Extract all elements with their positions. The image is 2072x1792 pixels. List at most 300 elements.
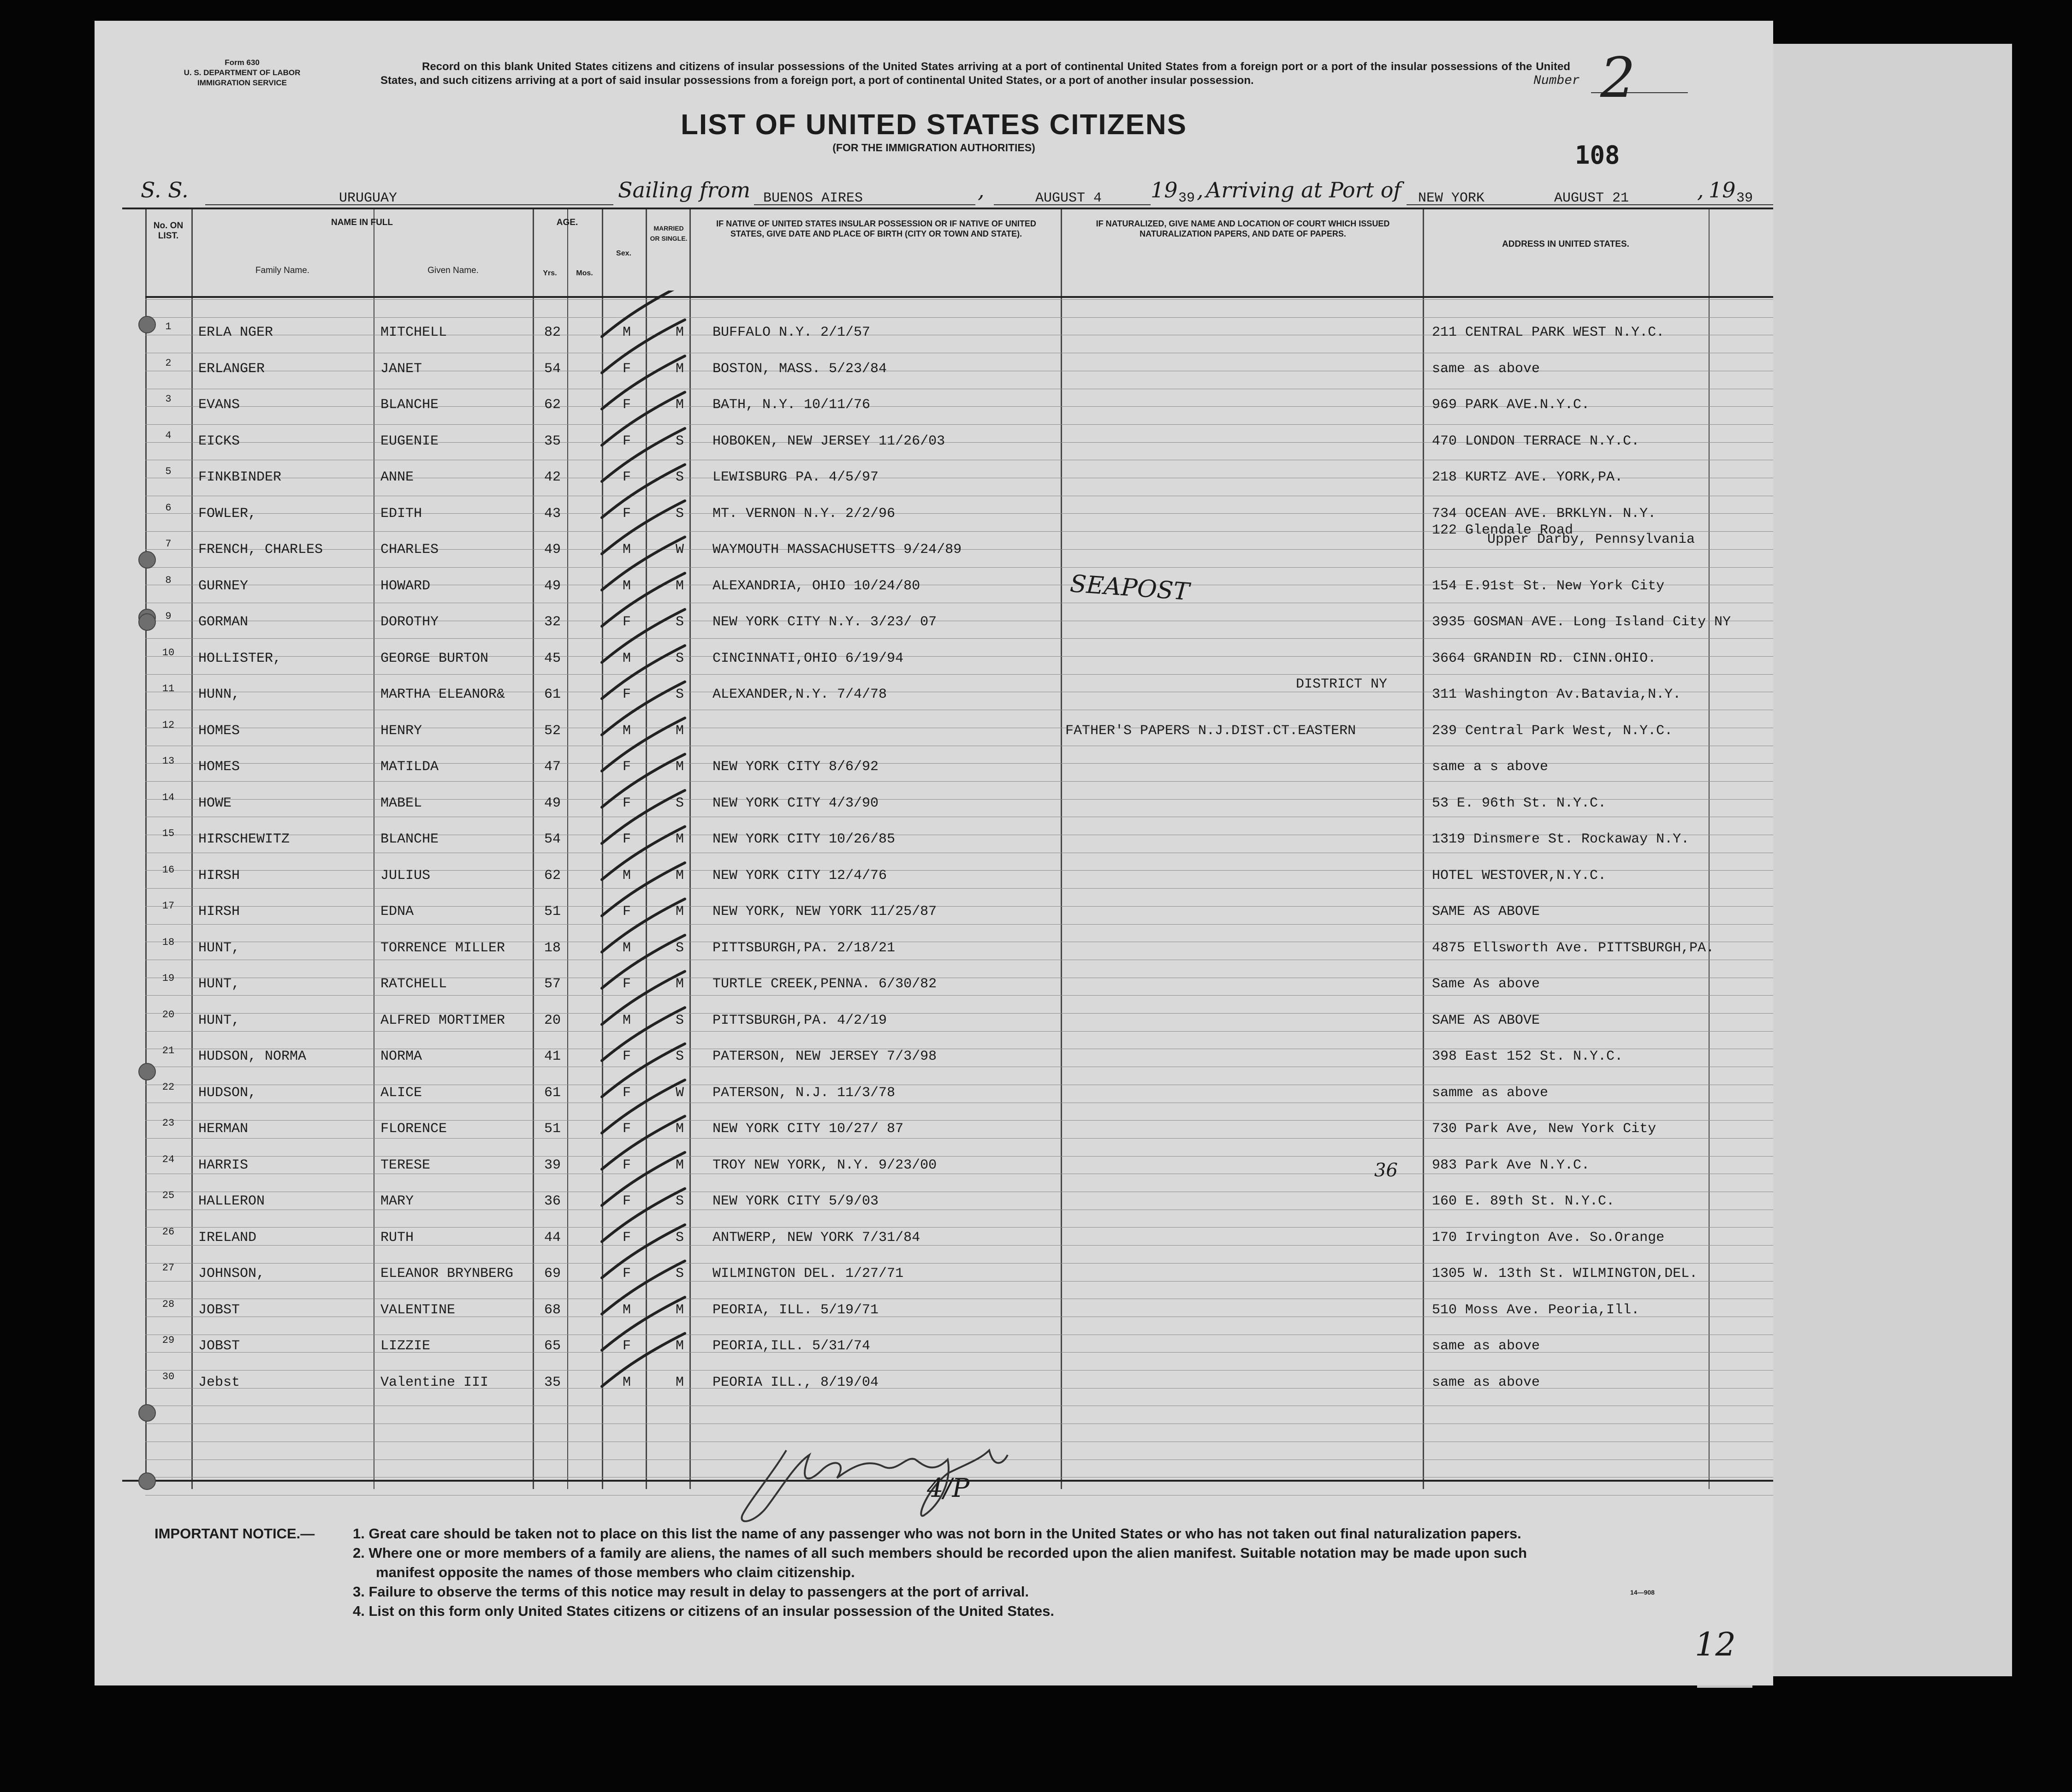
row-number: 12	[162, 719, 175, 731]
row-number: 30	[162, 1371, 175, 1383]
row-rule	[145, 1263, 1773, 1264]
sex: M	[623, 1374, 631, 1390]
sex: F	[623, 397, 631, 413]
depart-year-prefix: 19	[1151, 178, 1178, 202]
birthplace: NEW YORK CITY 8/6/92	[712, 759, 879, 775]
given-name: MARY	[380, 1193, 414, 1209]
family-name: HUNN,	[198, 687, 240, 702]
given-name: CHARLES	[380, 542, 439, 558]
marital-status: M	[676, 723, 684, 739]
given-name: LIZZIE	[380, 1338, 431, 1354]
row-rule	[145, 638, 1773, 639]
number-label: Number	[1533, 74, 1580, 88]
family-name: HUDSON,	[198, 1085, 257, 1101]
family-name: HOMES	[198, 759, 240, 775]
birthplace: HOBOKEN, NEW JERSEY 11/26/03	[712, 433, 945, 449]
marital-status: S	[676, 505, 684, 522]
birthplace: ANTWERP, NEW YORK 7/31/84	[712, 1229, 920, 1246]
address: 470 LONDON TERRACE N.Y.C.	[1432, 433, 1640, 449]
birthplace: NEW YORK CITY 10/26/85	[712, 831, 896, 847]
table-row	[122, 719, 1773, 742]
address: 311 Washington Av.Batavia,N.Y.	[1432, 687, 1681, 702]
marital-status: W	[676, 542, 684, 558]
sex: M	[623, 1302, 631, 1318]
address: same as above	[1432, 361, 1540, 377]
sex: M	[623, 650, 631, 666]
age: 36	[544, 1193, 561, 1209]
age: 18	[544, 940, 561, 956]
passenger-table	[122, 208, 1773, 1503]
marital-status: M	[676, 397, 684, 413]
sex: F	[623, 1049, 631, 1064]
address: 969 PARK AVE.N.Y.C.	[1432, 397, 1590, 413]
address: 3935 GOSMAN AVE. Long Island City NY	[1432, 614, 1731, 630]
sex: M	[623, 1012, 631, 1028]
row-number: 17	[162, 900, 175, 912]
checkmark	[602, 291, 685, 337]
family-name: HOMES	[198, 723, 240, 739]
margin-number: 36	[1374, 1160, 1398, 1181]
col-header-no: No. ON LIST.	[153, 221, 184, 241]
address: 4875 Ellsworth Ave. PITTSBURGH,PA.	[1432, 940, 1715, 956]
table-row	[122, 502, 1773, 524]
table-row	[122, 1190, 1773, 1212]
family-name: HOWE	[198, 795, 232, 811]
punch-hole	[138, 551, 156, 569]
marital-status: S	[676, 940, 684, 956]
row-number: 16	[162, 864, 175, 876]
family-name: ERLANGER	[198, 361, 265, 377]
marital-status: S	[676, 433, 684, 449]
given-name: MITCHELL	[380, 325, 447, 340]
address: 239 Central Park West, N.Y.C.	[1432, 723, 1673, 739]
given-name: EDNA	[380, 904, 414, 920]
address: 1319 Dinsmere St. Rockaway N.Y.	[1432, 831, 1690, 847]
col-header-birth: IF NATIVE OF UNITED STATES INSULAR POSSESSION OR IF NATIVE OF UNITED STATES, GIVE DATE AND PLACE OF BIRTH (CITY OR TOWN AND STATE).	[716, 219, 1036, 238]
birthplace: BUFFALO N.Y. 2/1/57	[712, 325, 871, 340]
row-number: 27	[162, 1262, 175, 1274]
table-row	[122, 1081, 1773, 1104]
notice-item-1: 1. Great care should be taken not to place on this list the name of any passenger who was not born in the United States or who has not taken out final naturalization papers.	[353, 1525, 1521, 1542]
sex: F	[623, 1121, 631, 1137]
marital-status: S	[676, 469, 684, 485]
family-name: HOLLISTER,	[198, 650, 282, 666]
punch-hole	[138, 1404, 156, 1422]
birthplace: WAYMOUTH MASSACHUSETTS 9/24/89	[712, 542, 962, 558]
sex: F	[623, 361, 631, 377]
col-header-yrs: Yrs.	[543, 269, 557, 277]
table-row	[122, 1335, 1773, 1357]
marital-status: S	[676, 687, 684, 702]
row-number: 20	[162, 1009, 175, 1021]
birthplace: BOSTON, MASS. 5/23/84	[712, 361, 887, 377]
given-name: GEORGE BURTON	[380, 650, 489, 666]
family-name: HARRIS	[198, 1157, 249, 1173]
form-id	[122, 58, 362, 88]
address: Same As above	[1432, 976, 1540, 992]
voyage-line: S. S. URUGUAY Sailing from BUENOS AIRES , AUGUST 4 19 39 , Arriving at Port of NEW YORK AUGUST 21 , 19 39	[141, 178, 1773, 205]
birthplace: TURTLE CREEK,PENNA. 6/30/82	[712, 976, 937, 992]
marital-status: M	[676, 325, 684, 340]
family-name: HIRSH	[198, 867, 240, 884]
ss-label: S. S.	[141, 178, 189, 202]
row-rule	[145, 1156, 1773, 1157]
birthplace: NEW YORK CITY 10/27/ 87	[712, 1121, 904, 1137]
address: HOTEL WESTOVER,N.Y.C.	[1432, 867, 1607, 884]
table-row	[122, 864, 1773, 886]
sex: F	[623, 904, 631, 920]
table-row	[122, 466, 1773, 488]
sex: F	[623, 505, 631, 522]
row-number: 23	[162, 1117, 175, 1129]
table-row	[122, 574, 1773, 597]
depart-year-suffix: 39	[1178, 190, 1195, 206]
ship-name: URUGUAY	[339, 190, 398, 206]
table-row	[122, 1226, 1773, 1248]
col-header-name: NAME IN FULL	[331, 218, 393, 227]
to-port: NEW YORK	[1418, 190, 1485, 206]
row-rule	[145, 674, 1773, 675]
row-number: 5	[165, 466, 172, 477]
col-header-sex: Sex.	[616, 249, 631, 257]
page-subtitle: (FOR THE IMMIGRATION AUTHORITIES)	[832, 142, 1035, 154]
birthplace: PITTSBURGH,PA. 2/18/21	[712, 940, 896, 956]
table-row	[122, 611, 1773, 633]
address: 170 Irvington Ave. So.Orange	[1432, 1229, 1665, 1246]
given-name: EUGENIE	[380, 433, 439, 449]
given-name: JANET	[380, 361, 422, 377]
notice-item-2-cont: manifest opposite the names of those members who claim citizenship.	[376, 1564, 855, 1580]
marital-status: M	[676, 1121, 684, 1137]
given-name: HENRY	[380, 723, 422, 739]
sex: F	[623, 433, 631, 449]
col-header-family: Family Name.	[255, 266, 310, 275]
birthplace: CINCINNATI,OHIO 6/19/94	[712, 650, 904, 666]
row-number: 26	[162, 1226, 175, 1238]
row-rule	[145, 781, 1773, 782]
family-name: HALLERON	[198, 1193, 265, 1209]
notice-item-3: 3. Failure to observe the terms of this notice may result in delay to passengers at the port of arrival.	[353, 1584, 1029, 1600]
manifest-sheet	[95, 21, 1773, 1685]
family-name: FRENCH, CHARLES	[198, 542, 323, 558]
corner-mark: 12	[1695, 1626, 1736, 1663]
age: 44	[544, 1229, 561, 1246]
row-number: 24	[162, 1153, 175, 1165]
signature-fraction: 4/P	[927, 1473, 970, 1503]
marital-status: W	[676, 1085, 684, 1101]
notice-item-2: 2. Where one or more members of a family are aliens, the names of all such members should be recorded upon the alien manifest. Suitable notation may be made upon such	[353, 1545, 1527, 1561]
row-number: 2	[165, 357, 172, 369]
birthplace: LEWISBURG PA. 4/5/97	[712, 469, 879, 485]
age: 61	[544, 687, 561, 702]
age: 68	[544, 1302, 561, 1318]
given-name: TERESE	[380, 1157, 431, 1173]
row-rule	[145, 1370, 1773, 1371]
given-name: FLORENCE	[380, 1121, 447, 1137]
family-name: JOHNSON,	[198, 1266, 265, 1282]
birthplace: PEORIA,ILL. 5/31/74	[712, 1338, 871, 1354]
age: 52	[544, 723, 561, 739]
sex: F	[623, 687, 631, 702]
given-name: NORMA	[380, 1049, 422, 1064]
row-number: 6	[165, 502, 172, 514]
naturalization: DISTRICT NY	[1296, 676, 1388, 692]
age: 82	[544, 325, 561, 340]
sex: M	[623, 578, 631, 594]
birthplace: NEW YORK CITY 5/9/03	[712, 1193, 879, 1209]
row-number: 15	[162, 828, 175, 839]
given-name: ALFRED MORTIMER	[380, 1012, 505, 1028]
marital-status: M	[676, 759, 684, 775]
page-title: LIST OF UNITED STATES CITIZENS	[681, 109, 1187, 141]
row-rule	[145, 888, 1773, 889]
family-name: JOBST	[198, 1338, 240, 1354]
age: 39	[544, 1157, 561, 1173]
row-number: 13	[162, 755, 175, 767]
given-name: Valentine III	[380, 1374, 489, 1390]
marital-status: M	[676, 1157, 684, 1173]
table-row	[122, 791, 1773, 814]
given-name: RATCHELL	[380, 976, 447, 992]
birthplace: NEW YORK CITY 4/3/90	[712, 795, 879, 811]
marital-status: S	[676, 650, 684, 666]
address: SAME AS ABOVE	[1432, 1012, 1540, 1028]
family-name: HUNT,	[198, 940, 240, 956]
given-name: RUTH	[380, 1229, 414, 1246]
underlying-page-edge	[1762, 44, 2012, 1676]
marital-status: M	[676, 831, 684, 847]
row-rule	[145, 995, 1773, 996]
table-row	[122, 393, 1773, 415]
marital-status: M	[676, 1338, 684, 1354]
row-number: 22	[162, 1081, 175, 1093]
marital-status: M	[676, 361, 684, 377]
marital-status: M	[676, 578, 684, 594]
address: 398 East 152 St. N.Y.C.	[1432, 1049, 1623, 1064]
table-row	[122, 1153, 1773, 1176]
birthplace: ALEXANDER,N.Y. 7/4/78	[712, 687, 887, 702]
age: 54	[544, 831, 561, 847]
family-name: HUDSON, NORMA	[198, 1049, 307, 1064]
row-number: 4	[165, 429, 172, 441]
family-name: ERLA NGER	[198, 325, 273, 340]
row-number: 3	[165, 393, 172, 405]
row-rule	[145, 1227, 1773, 1228]
marital-status: M	[676, 976, 684, 992]
address: 218 KURTZ AVE. YORK,PA.	[1432, 469, 1623, 485]
family-name: Jebst	[198, 1374, 240, 1390]
age: 69	[544, 1266, 561, 1282]
age: 54	[544, 361, 561, 377]
punch-hole	[138, 1472, 156, 1490]
sex: M	[623, 867, 631, 884]
arrive-year-suffix: 39	[1736, 190, 1753, 206]
sex: M	[623, 325, 631, 340]
row-number: 25	[162, 1190, 175, 1201]
given-name: MATILDA	[380, 759, 439, 775]
table-row	[122, 647, 1773, 669]
age: 62	[544, 867, 561, 884]
age: 41	[544, 1049, 561, 1064]
given-name: ANNE	[380, 469, 414, 485]
arrive-date: AUGUST 21	[1554, 190, 1629, 206]
marital-status: S	[676, 614, 684, 630]
row-number: 21	[162, 1045, 175, 1056]
given-name: JULIUS	[380, 867, 431, 884]
age: 43	[544, 505, 561, 522]
row-number: 9	[165, 611, 172, 622]
row-number: 19	[162, 973, 175, 984]
birthplace: ALEXANDRIA, OHIO 10/24/80	[712, 578, 920, 594]
sex: F	[623, 469, 631, 485]
age: 35	[544, 1374, 561, 1390]
row-rule	[145, 299, 1773, 300]
marital-status: M	[676, 1374, 684, 1390]
given-name: EDITH	[380, 505, 422, 522]
birthplace: PATERSON, N.J. 11/3/78	[712, 1085, 896, 1101]
number-value: 2	[1600, 46, 1636, 110]
col-header-address: ADDRESS IN UNITED STATES.	[1502, 239, 1629, 249]
birthplace: TROY NEW YORK, N.Y. 9/23/00	[712, 1157, 937, 1173]
arriving-label: Arriving at Port of	[1206, 178, 1401, 202]
family-name: IRELAND	[198, 1229, 257, 1246]
sex: F	[623, 759, 631, 775]
address: 510 Moss Ave. Peoria,Ill.	[1432, 1302, 1640, 1318]
marital-status: M	[676, 904, 684, 920]
row-number: 29	[162, 1335, 175, 1346]
sex: F	[623, 1085, 631, 1101]
age: 49	[544, 542, 561, 558]
birthplace: NEW YORK CITY 12/4/76	[712, 867, 887, 884]
family-name: HIRSH	[198, 904, 240, 920]
row-rule	[145, 1031, 1773, 1032]
birthplace: PEORIA ILL., 8/19/04	[712, 1374, 879, 1390]
marital-status: M	[676, 867, 684, 884]
sex: M	[623, 940, 631, 956]
birthplace: PATERSON, NEW JERSEY 7/3/98	[712, 1049, 937, 1064]
address: SAME AS ABOVE	[1432, 904, 1540, 920]
ship-underline	[205, 204, 613, 205]
family-name: EICKS	[198, 433, 240, 449]
row-number: 1	[165, 321, 172, 332]
row-rule	[145, 424, 1773, 425]
row-number: 10	[162, 647, 175, 659]
birthplace: BATH, N.Y. 10/11/76	[712, 397, 871, 413]
sex: F	[623, 1266, 631, 1282]
marital-status: S	[676, 1229, 684, 1246]
address: 211 CENTRAL PARK WEST N.Y.C.	[1432, 325, 1665, 340]
family-name: GURNEY	[198, 578, 249, 594]
notice-item-4: 4. List on this form only United States citizens or citizens of an insular possession of the United States.	[353, 1603, 1054, 1619]
table-row	[122, 522, 1773, 560]
address: 122 Glendale Road	[1432, 522, 1573, 538]
col-header-age: AGE.	[556, 218, 578, 227]
tally-checkmarks	[597, 291, 699, 1453]
intro-text: Record on this blank United States citizens and citizens of insular possessions of the United States arriving at a port of continental United States from a foreign port or a port of the insular possessions of the United States, and such citizens arriving at a port of said insular possessions from a foreign port, a port of continental United States, or a port of another insular possession.	[380, 60, 1570, 87]
address: 3664 GRANDIN RD. CINN.OHIO.	[1432, 650, 1656, 666]
age: 35	[544, 433, 561, 449]
sex: M	[623, 542, 631, 558]
age: 65	[544, 1338, 561, 1354]
family-name: GORMAN	[198, 614, 249, 630]
depart-date: AUGUST 4	[1035, 190, 1102, 206]
sex: F	[623, 1229, 631, 1246]
col-header-naturalization: IF NATURALIZED, GIVE NAME AND LOCATION OF COURT WHICH ISSUED NATURALIZATION PAPERS, AND DATE OF PAPERS.	[1096, 219, 1390, 238]
address: 730 Park Ave, New York City	[1432, 1121, 1656, 1137]
table-row	[122, 357, 1773, 380]
address: same as above	[1432, 1338, 1540, 1354]
family-name: FOWLER,	[198, 505, 257, 522]
marital-status: S	[676, 1266, 684, 1282]
header-rule	[145, 296, 1773, 298]
sex: F	[623, 831, 631, 847]
family-name: EVANS	[198, 397, 240, 413]
given-name: MARTHA ELEANOR&	[380, 687, 505, 702]
address: same a s above	[1432, 759, 1549, 775]
punch-hole	[138, 613, 156, 631]
age: 32	[544, 614, 561, 630]
family-name: HUNT,	[198, 1012, 240, 1028]
age: 45	[544, 650, 561, 666]
address: 154 E.91st St. New York City	[1432, 578, 1665, 594]
age: 42	[544, 469, 561, 485]
address: 983 Park Ave N.Y.C.	[1432, 1157, 1590, 1173]
sex: F	[623, 1157, 631, 1173]
sex: F	[623, 976, 631, 992]
notice-title: IMPORTANT NOTICE.—	[154, 1525, 315, 1542]
row-rule	[145, 924, 1773, 925]
table-row	[122, 1371, 1773, 1393]
table-row	[122, 1009, 1773, 1031]
age: 49	[544, 578, 561, 594]
col-header-mos: Mos.	[576, 269, 593, 277]
birthplace: WILMINGTON DEL. 1/27/71	[712, 1266, 904, 1282]
table-row	[122, 321, 1773, 343]
sex: F	[623, 1338, 631, 1354]
age: 51	[544, 1121, 561, 1137]
sex: F	[623, 614, 631, 630]
address-line-2: Upper Darby, Pennsylvania	[1487, 532, 1695, 547]
given-name: DOROTHY	[380, 614, 439, 630]
table-row	[122, 429, 1773, 452]
birthplace: MT. VERNON N.Y. 2/2/96	[712, 505, 896, 522]
col-header-given: Given Name.	[427, 266, 479, 275]
table-row	[122, 1298, 1773, 1321]
naturalization: FATHER'S PAPERS N.J.DIST.CT.EASTERN	[1065, 723, 1356, 739]
row-rule	[145, 317, 1773, 318]
birthplace: NEW YORK, NEW YORK 11/25/87	[712, 904, 937, 920]
sex: F	[623, 795, 631, 811]
row-number: 7	[165, 538, 172, 550]
table-row	[122, 936, 1773, 959]
family-name: HIRSCHEWITZ	[198, 831, 290, 847]
given-name: MABEL	[380, 795, 422, 811]
seapost-annotation: SEAPOST	[1069, 570, 1190, 606]
row-number: 28	[162, 1298, 175, 1310]
table-row	[122, 755, 1773, 777]
stamp-number: 108	[1575, 141, 1620, 170]
table-row	[122, 973, 1773, 995]
punch-hole	[138, 316, 156, 333]
department: U. S. DEPARTMENT OF LABOR	[184, 68, 301, 77]
age: 62	[544, 397, 561, 413]
from-port: BUENOS AIRES	[763, 190, 863, 206]
row-number: 8	[165, 574, 172, 586]
address: 1305 W. 13th St. WILMINGTON,DEL.	[1432, 1266, 1698, 1282]
given-name: VALENTINE	[380, 1302, 456, 1318]
col-header-marital: MARRIED OR SINGLE.	[650, 225, 688, 242]
inspector-signature	[731, 1423, 1063, 1533]
